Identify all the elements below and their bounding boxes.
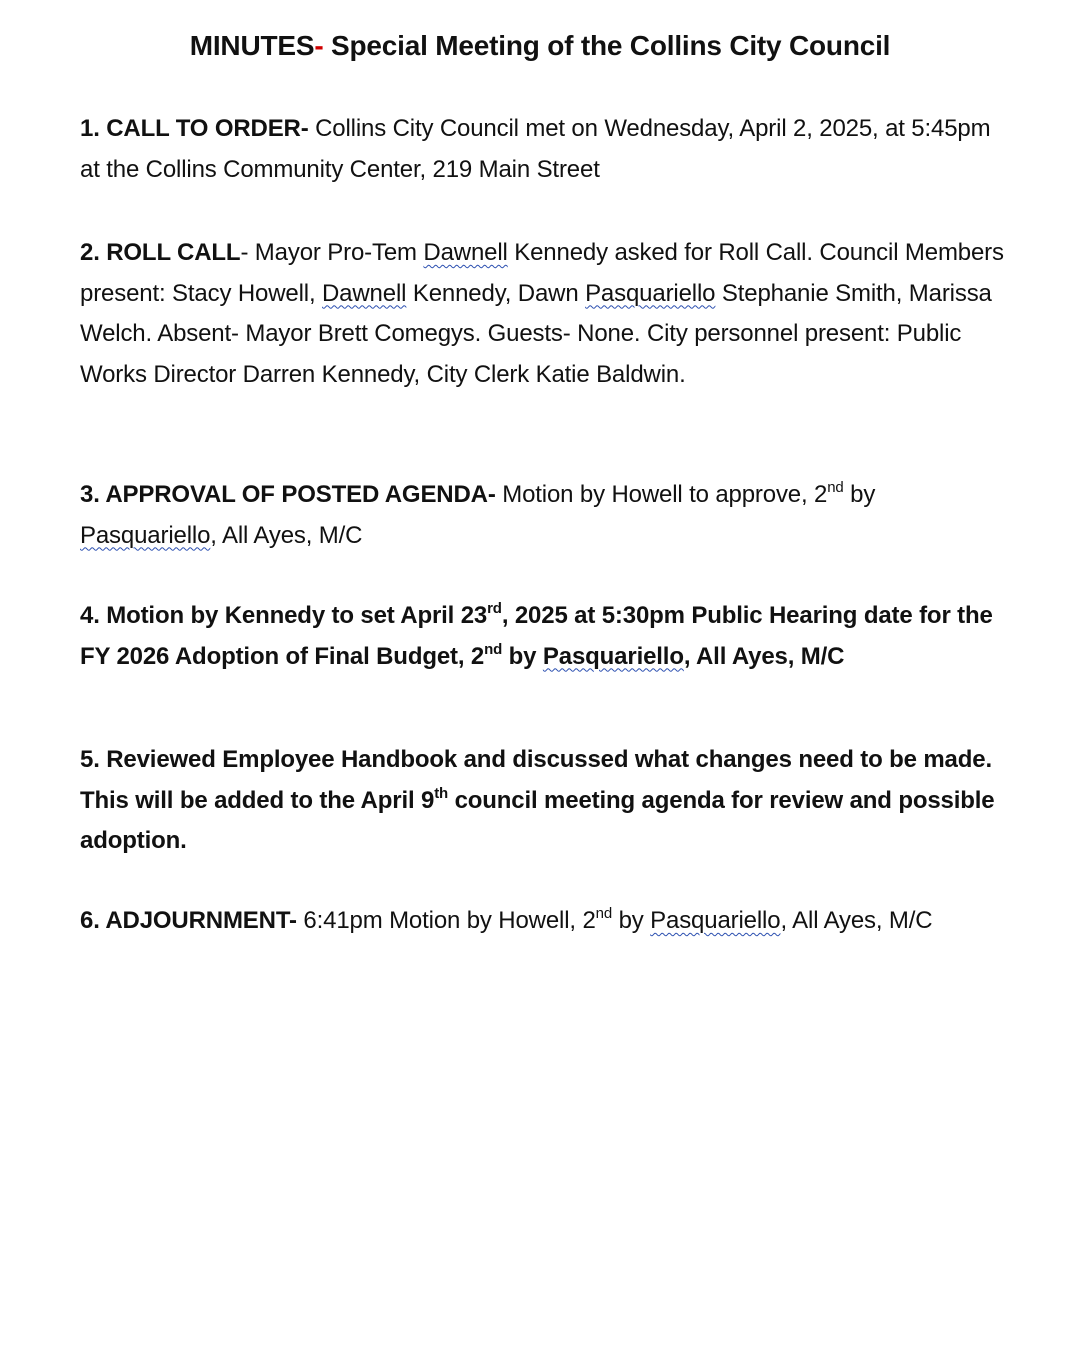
superscript: nd [484,640,503,658]
motion-text-2: , 2025 at 5:30pm Public Hearing date for the FY 2026 Adoption of Final Budget, 2 [80,602,993,670]
roll-call-text-2: Kennedy asked for Roll Call. Council Members present: Stacy Howell, [80,239,1004,307]
item-employee-handbook [80,740,1015,862]
adjournment-text-3: , All Ayes, M/C [780,907,933,934]
spellcheck-word: Pasquariello [585,279,716,307]
title-text: Special Meeting of the Collins City Council [323,30,891,61]
item-adjournment [80,901,1015,942]
item-call-to-order-text: Collins City Council met on Wednesday, April 2, 2025, at 5:45pm at the Collins Community Center, 219 Main Street [80,115,991,183]
adjournment-text-2: by [612,907,651,934]
item-call-to-order [80,109,1015,190]
item-call-to-order-heading: 1. CALL TO ORDER- [80,115,309,142]
spellcheck-word: Pasquariello [650,907,781,934]
superscript: rd [487,600,502,617]
item-adjournment-heading: 6. ADJOURNMENT- [80,907,297,934]
superscript: nd [827,479,844,496]
approval-text-1: Motion by Howell to approve, 2 [495,481,828,508]
roll-call-text-4: Stephanie Smith, Marissa Welch. Absent- Mayor Brett Comegys. Guests- None. City personnel present: Public Works Director Darren Kennedy, City Clerk Katie Baldwin. [80,279,992,388]
title-prefix: MINUTES [189,30,315,61]
item-public-hearing-motion [80,596,1015,677]
document-title [0,26,1080,66]
approval-text-2: by [843,481,876,508]
item-roll-call-heading: 2. ROLL CALL [80,239,241,266]
handbook-text-1: 5. Reviewed Employee Handbook and discussed what changes need to be made. This will be added to the April 9 [80,746,992,814]
item-approval-of-agenda [80,475,1015,556]
approval-text-3: , All Ayes, M/C [210,521,363,549]
spellcheck-word: Dawnell [423,239,508,266]
superscript: th [434,784,449,802]
motion-text-1: 4. Motion by Kennedy to set April 23 [80,602,488,629]
motion-text-4: , All Ayes, M/C [683,642,845,670]
title-red-dash: - [314,30,324,61]
adjournment-text-1: 6:41pm Motion by Howell, 2 [296,907,596,934]
item-roll-call [80,233,1015,395]
handbook-text-2: council meeting agenda for review and possible adoption. [80,786,995,854]
superscript: nd [595,905,613,922]
spellcheck-word: Pasquariello [80,521,211,549]
roll-call-text-1: - Mayor Pro-Tem [240,239,424,266]
motion-text-3: by [502,642,543,670]
spellcheck-word: Pasquariello [542,642,684,670]
spellcheck-word: Dawnell [322,279,407,307]
item-approval-heading: 3. APPROVAL OF POSTED AGENDA- [80,481,496,508]
roll-call-text-3: Kennedy, Dawn [406,279,586,307]
